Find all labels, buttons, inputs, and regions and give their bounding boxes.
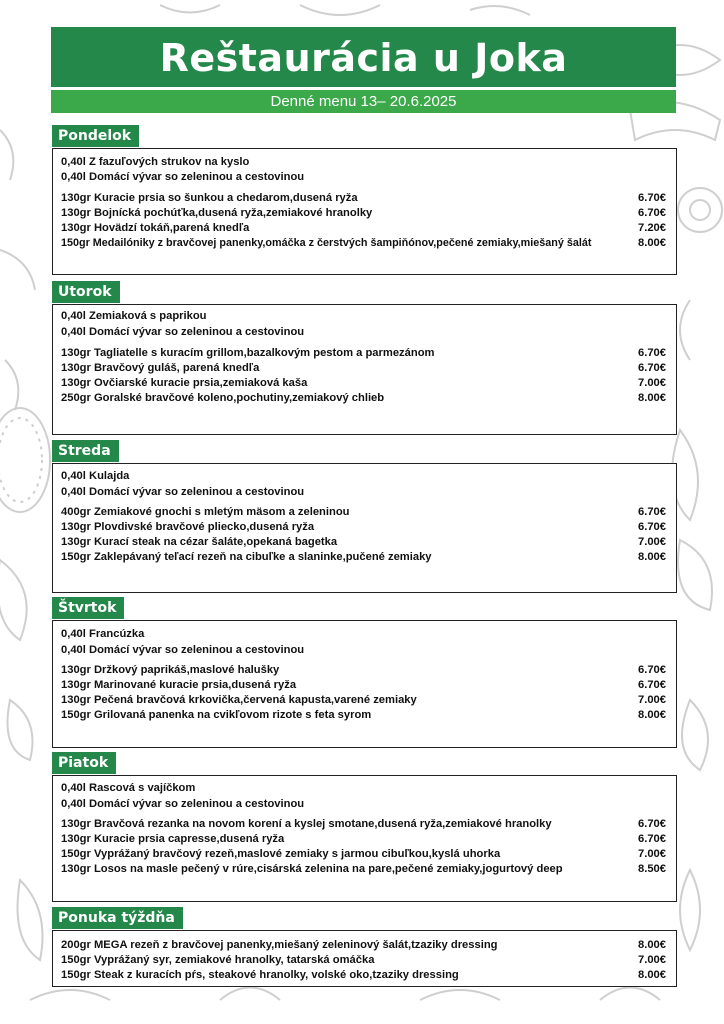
day-label-streda: Streda <box>52 440 119 462</box>
price: 6.70€ <box>638 207 666 219</box>
price: 8.50€ <box>638 863 666 875</box>
menu-item: 150gr Grilovaná panenka na cvikľovom rizote s feta syrom 8.00€ <box>61 709 666 721</box>
menu-item: 130gr Tagliatelle s kuracím grillom,bazalkovým pestom a parmezánom 6.70€ <box>61 347 666 359</box>
price: 8.00€ <box>638 709 666 721</box>
menu-item: 130gr Marinované kuracie prsia,dusená ryža 6.70€ <box>61 679 666 691</box>
menu-item: 130gr Držkový paprikáš,maslové halušky 6.70€ <box>61 664 666 676</box>
price: 7.00€ <box>638 536 666 548</box>
day-label-piatok: Piatok <box>52 752 116 774</box>
menu-item: 150gr Steak z kuracích pŕs, steakové hranolky, volské oko,tzaziky dressing 8.00€ <box>61 969 666 981</box>
day-label-stvrtok: Štvrtok <box>52 597 124 619</box>
soup-line: 0,40l Domácí vývar so zeleninou a cestovinou <box>61 326 305 338</box>
menu-item: 130gr Bravčová rezanka na novom korení a kyslej smotane,dusená ryža,zemiakové hranolky 6.70€ <box>61 818 666 830</box>
day-menu-utorok <box>52 304 677 435</box>
day-menu-pondelok <box>52 148 677 275</box>
price: 6.70€ <box>638 818 666 830</box>
price: 6.70€ <box>638 679 666 691</box>
menu-date-subtitle: Denné menu 13– 20.6.2025 <box>51 90 676 113</box>
soup-line: 0,40l Domácí vývar so zeleninou a cestovinou <box>61 171 305 183</box>
menu-item: 130gr Bravčový guláš, parená knedľa 6.70€ <box>61 362 666 374</box>
weekly-offer-menu <box>52 930 677 987</box>
price: 8.00€ <box>638 392 666 404</box>
menu-item: 200gr MEGA rezeň z bravčovej panenky,miešaný zeleninový šalát,tzaziky dressing 8.00€ <box>61 939 666 951</box>
price: 6.70€ <box>638 362 666 374</box>
menu-item: 130gr Kurací steak na cézar šaláte,opekaná bagetka 7.00€ <box>61 536 666 548</box>
price: 6.70€ <box>638 192 666 204</box>
price: 6.70€ <box>638 664 666 676</box>
menu-item: 150gr Vyprážaný syr, zemiakové hranolky, tatarská omáčka 7.00€ <box>61 954 666 966</box>
price: 7.20€ <box>638 222 666 234</box>
menu-item: 130gr Ovčiarské kuracie prsia,zemiaková kaša 7.00€ <box>61 377 666 389</box>
price: 6.70€ <box>638 521 666 533</box>
menu-item: 150gr Vyprážaný bravčový rezeň,maslové zemiaky s jarmou cibuľkou,kyslá uhorka 7.00€ <box>61 848 666 860</box>
soup-line: 0,40l Zemiaková s paprikou <box>61 310 207 322</box>
price: 6.70€ <box>638 506 666 518</box>
day-menu-piatok <box>52 775 677 902</box>
day-label-pondelok: Pondelok <box>52 125 139 147</box>
menu-item: 130gr Kuracie prsia so šunkou a chedarom,dusená ryža 6.70€ <box>61 192 666 204</box>
price: 7.00€ <box>638 848 666 860</box>
day-menu-streda <box>52 463 677 593</box>
soup-line: 0,40l Domácí vývar so zeleninou a cestovinou <box>61 644 305 656</box>
soup-line: 0,40l Francúzka <box>61 628 145 640</box>
price: 7.00€ <box>638 377 666 389</box>
price: 8.00€ <box>638 969 666 981</box>
menu-item: 130gr Pečená bravčová krkovička,červená kapusta,varené zemiaky 7.00€ <box>61 694 666 706</box>
soup-line: 0,40l Rascová s vajíčkom <box>61 782 196 794</box>
menu-item: 130gr Plovdivské bravčové pliecko,dusená ryža 6.70€ <box>61 521 666 533</box>
menu-item: 150gr Medailóniky z bravčovej panenky,omáčka z čerstvých šampiňónov,pečené zemiaky,miešaný šalát 8.00€ <box>61 237 666 249</box>
soup-line: 0,40l Domácí vývar so zeleninou a cestovinou <box>61 798 305 810</box>
day-label-utorok: Utorok <box>52 281 120 303</box>
soup-line: 0,40l Kulajda <box>61 470 130 482</box>
soup-line: 0,40l Z fazuľových strukov na kyslo <box>61 156 250 168</box>
weekly-offer-label: Ponuka týždňa <box>52 907 183 929</box>
menu-item: 250gr Goralské bravčové koleno,pochutiny,zemiakový chlieb 8.00€ <box>61 392 666 404</box>
menu-item: 130gr Kuracie prsia capresse,dusená ryža 6.70€ <box>61 833 666 845</box>
soup-line: 0,40l Domácí vývar so zeleninou a cestovinou <box>61 486 305 498</box>
menu-item: 130gr Bojnícká pochúťka,dusená ryža,zemiakové hranolky 6.70€ <box>61 207 666 219</box>
price: 8.00€ <box>638 939 666 951</box>
price: 6.70€ <box>638 347 666 359</box>
price: 8.00€ <box>638 237 666 249</box>
menu-item: 400gr Zemiakové gnochi s mletým mäsom a zeleninou 6.70€ <box>61 506 666 518</box>
restaurant-title: Reštaurácia u Joka <box>51 27 676 87</box>
price: 8.00€ <box>638 551 666 563</box>
menu-item: 150gr Zaklepávaný teľací rezeň na cibuľke a slaninke,pučené zemiaky 8.00€ <box>61 551 666 563</box>
price: 7.00€ <box>638 694 666 706</box>
menu-item: 130gr Hovädzí tokáň,parená knedľa 7.20€ <box>61 222 666 234</box>
menu-item: 130gr Losos na masle pečený v rúre,cisárská zelenina na pare,pečené zemiaky,jogurtový deep 8.50€ <box>61 863 666 875</box>
price: 6.70€ <box>638 833 666 845</box>
day-menu-stvrtok <box>52 620 677 748</box>
price: 7.00€ <box>638 954 666 966</box>
